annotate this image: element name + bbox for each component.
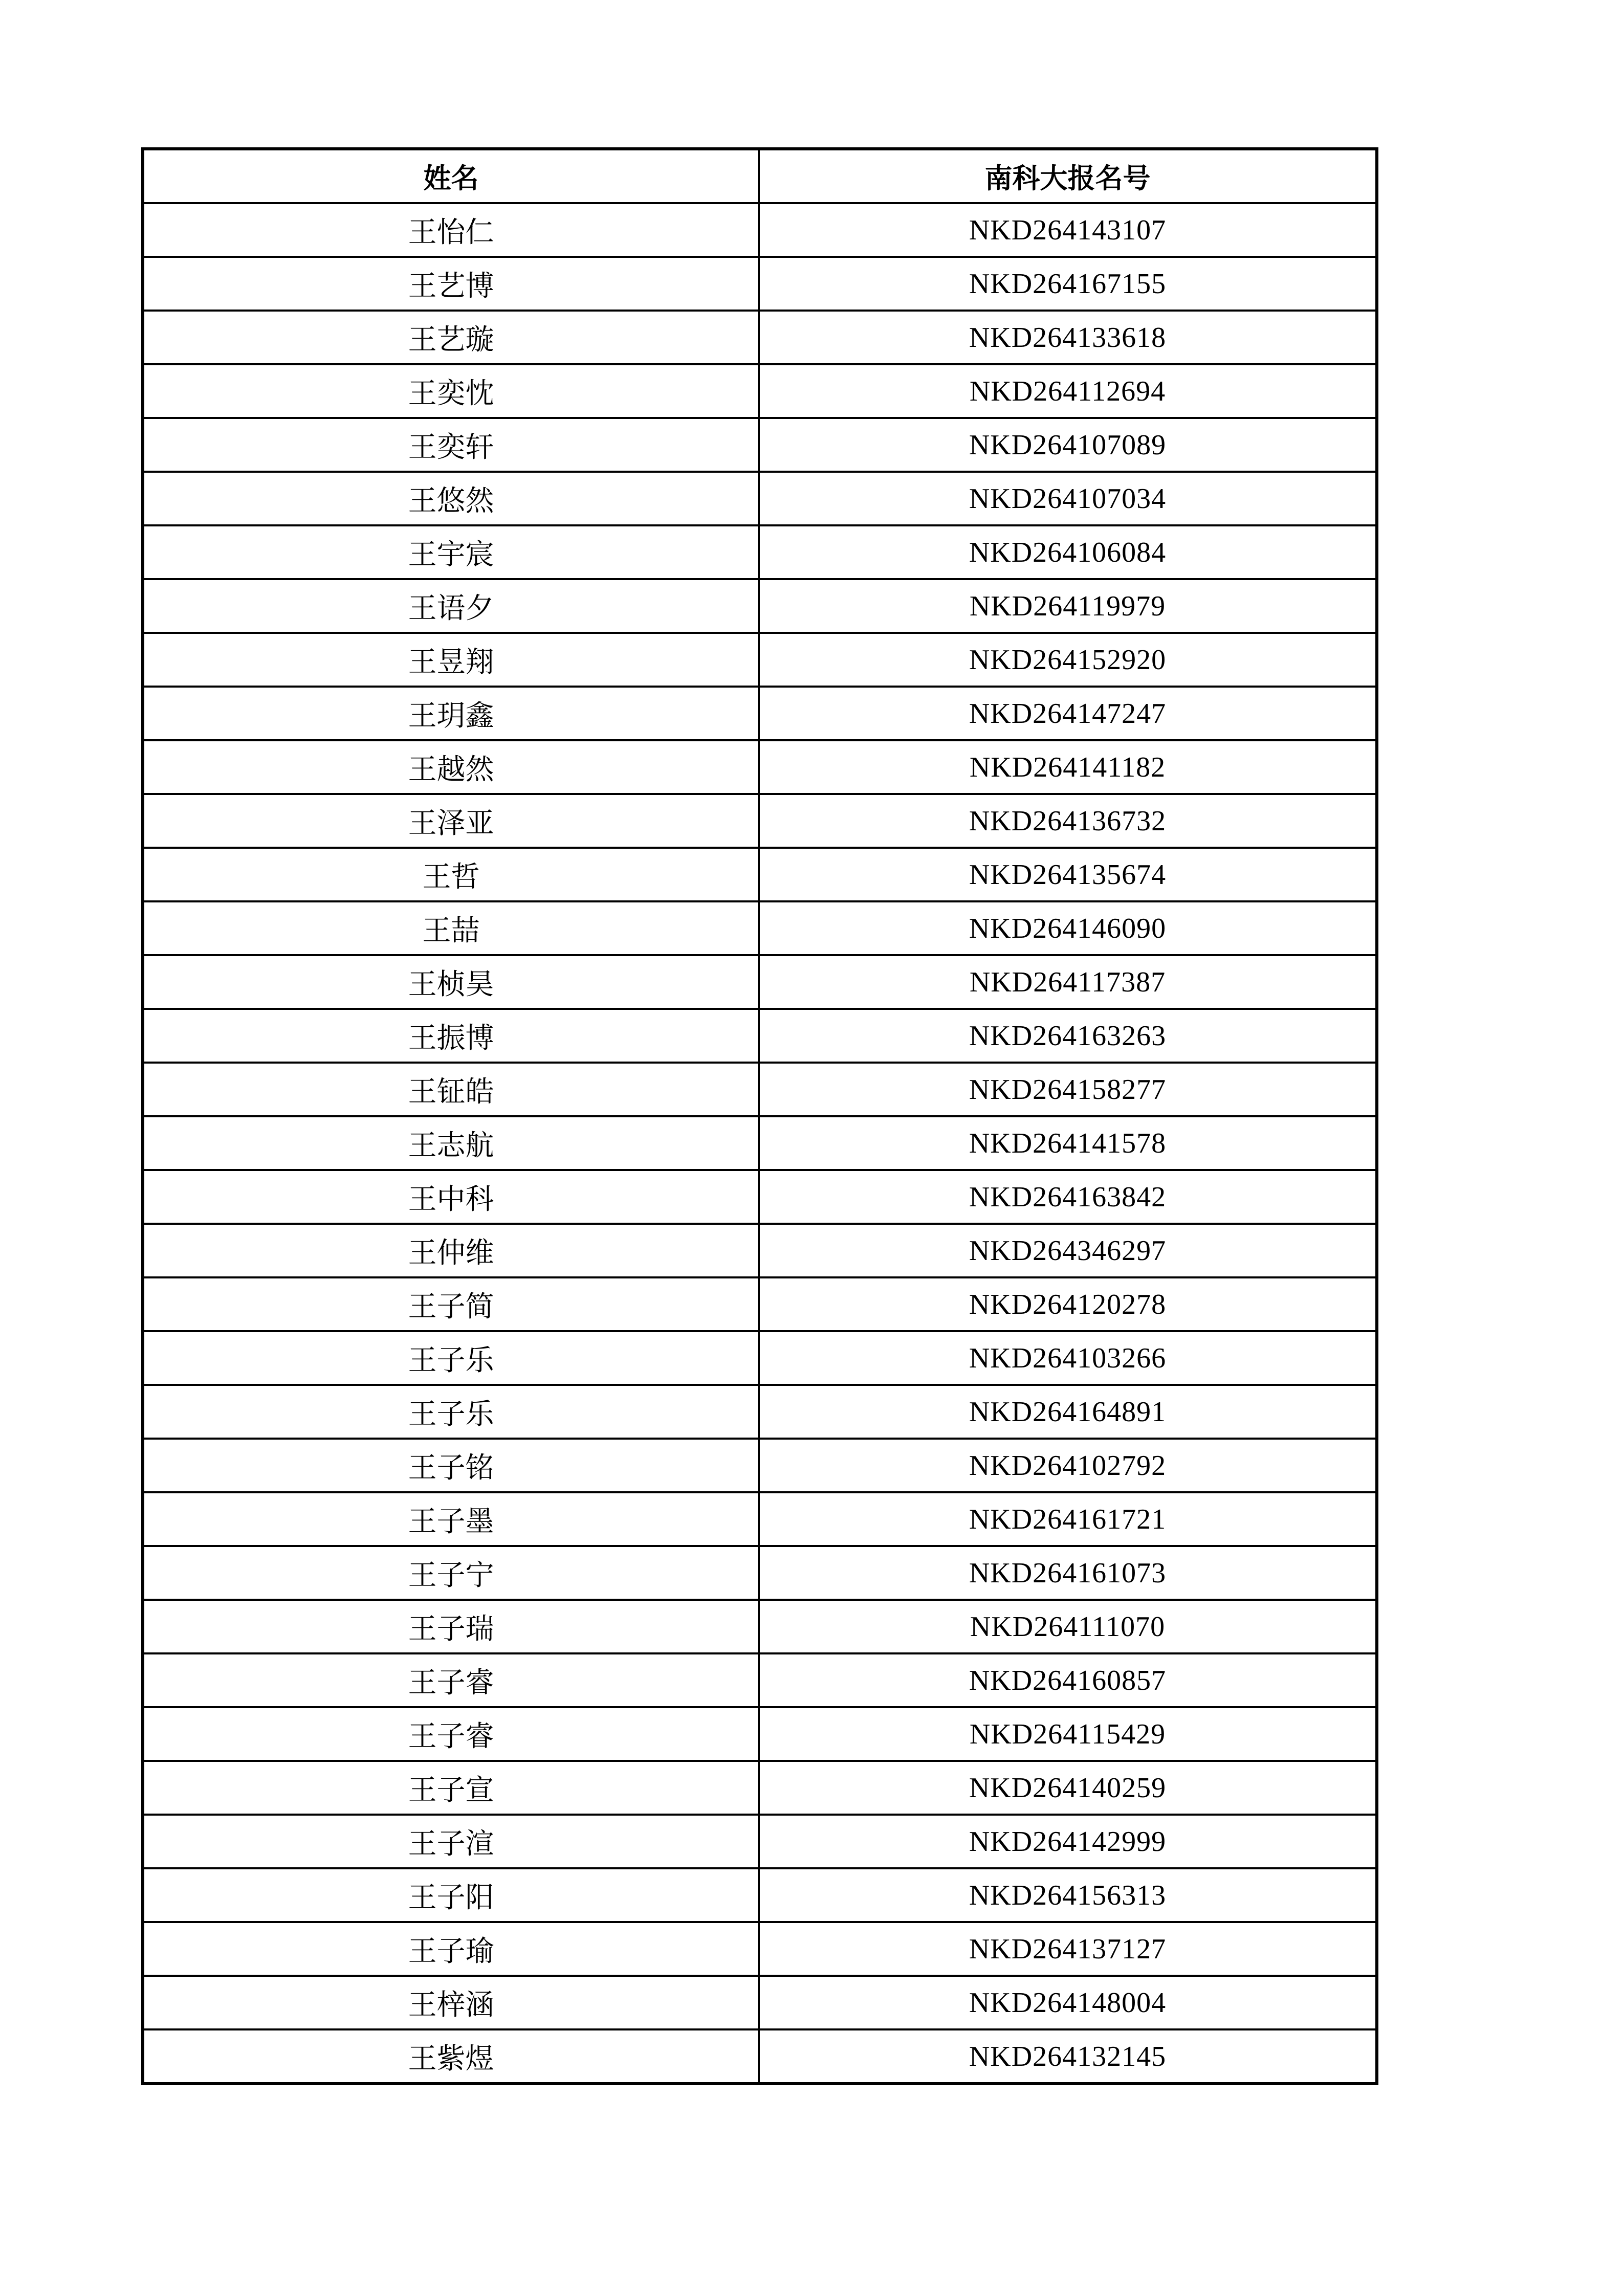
student-name-cell: 王紫煜 (143, 2029, 759, 2084)
registration-number-cell: NKD264140259 (759, 1761, 1377, 1815)
table-row (143, 1277, 1377, 1331)
column-header-name: 姓名 (143, 149, 759, 203)
table-row (143, 901, 1377, 955)
table-row (143, 525, 1377, 579)
student-name-cell: 王奕忱 (143, 364, 759, 418)
table-row (143, 1600, 1377, 1653)
student-name-cell: 王语夕 (143, 579, 759, 633)
table-row (143, 1170, 1377, 1224)
table-row (143, 1976, 1377, 2029)
table-row (143, 1009, 1377, 1063)
table-row (143, 1761, 1377, 1815)
table-row (143, 1815, 1377, 1868)
table-row (143, 1707, 1377, 1761)
student-name-cell: 王奕轩 (143, 418, 759, 472)
student-name-cell: 王越然 (143, 740, 759, 794)
registration-number-cell: NKD264120278 (759, 1277, 1377, 1331)
registration-number-cell: NKD264164891 (759, 1385, 1377, 1439)
registration-number-cell: NKD264102792 (759, 1439, 1377, 1492)
registration-number-cell: NKD264152920 (759, 633, 1377, 687)
student-name-cell: 王喆 (143, 901, 759, 955)
registration-number-cell: NKD264141578 (759, 1116, 1377, 1170)
table-row (143, 472, 1377, 525)
student-name-cell: 王子乐 (143, 1385, 759, 1439)
table-row (143, 1063, 1377, 1116)
student-name-cell: 王振博 (143, 1009, 759, 1063)
registration-number-cell: NKD264135674 (759, 848, 1377, 901)
student-name-cell: 王志航 (143, 1116, 759, 1170)
table-row (143, 955, 1377, 1009)
registration-number-cell: NKD264156313 (759, 1868, 1377, 1922)
table-row (143, 1922, 1377, 1976)
student-name-cell: 王桢昊 (143, 955, 759, 1009)
student-name-cell: 王子简 (143, 1277, 759, 1331)
registration-number-cell: NKD264160857 (759, 1653, 1377, 1707)
registration-number-cell: NKD264146090 (759, 901, 1377, 955)
student-name-cell: 王宇宸 (143, 525, 759, 579)
column-header-registration-no: 南科大报名号 (759, 149, 1377, 203)
header-row (143, 149, 1377, 203)
student-name-cell: 王哲 (143, 848, 759, 901)
table-row (143, 1116, 1377, 1170)
registration-number-cell: NKD264136732 (759, 794, 1377, 848)
table-row (143, 794, 1377, 848)
registration-number-cell: NKD264103266 (759, 1331, 1377, 1385)
registration-number-cell: NKD264137127 (759, 1922, 1377, 1976)
table-row (143, 364, 1377, 418)
student-name-cell: 王艺博 (143, 257, 759, 311)
student-name-cell: 王中科 (143, 1170, 759, 1224)
student-name-cell: 王子宁 (143, 1546, 759, 1600)
table-row (143, 1653, 1377, 1707)
student-name-cell: 王子瑜 (143, 1922, 759, 1976)
registration-number-cell: NKD264167155 (759, 257, 1377, 311)
table-row (143, 257, 1377, 311)
table-row (143, 633, 1377, 687)
student-name-cell: 王梓涵 (143, 1976, 759, 2029)
registration-number-cell: NKD264106084 (759, 525, 1377, 579)
student-name-cell: 王子阳 (143, 1868, 759, 1922)
table-row (143, 579, 1377, 633)
registration-number-cell: NKD264143107 (759, 203, 1377, 257)
registration-number-cell: NKD264346297 (759, 1224, 1377, 1277)
table-row (143, 1224, 1377, 1277)
student-name-cell: 王子乐 (143, 1331, 759, 1385)
student-name-cell: 王仲维 (143, 1224, 759, 1277)
student-name-cell: 王子睿 (143, 1653, 759, 1707)
student-name-cell: 王子铭 (143, 1439, 759, 1492)
table-row (143, 1868, 1377, 1922)
registration-number-cell: NKD264161073 (759, 1546, 1377, 1600)
table-row (143, 1439, 1377, 1492)
student-name-cell: 王玥鑫 (143, 687, 759, 740)
registration-number-cell: NKD264163263 (759, 1009, 1377, 1063)
registration-number-cell: NKD264158277 (759, 1063, 1377, 1116)
student-name-cell: 王子睿 (143, 1707, 759, 1761)
student-name-cell: 王子墨 (143, 1492, 759, 1546)
table-row (143, 203, 1377, 257)
student-name-cell: 王怡仁 (143, 203, 759, 257)
student-name-cell: 王艺璇 (143, 311, 759, 364)
table-row (143, 1546, 1377, 1600)
registration-number-cell: NKD264111070 (759, 1600, 1377, 1653)
registration-number-cell: NKD264133618 (759, 311, 1377, 364)
table-row (143, 1331, 1377, 1385)
table-row (143, 740, 1377, 794)
registration-number-cell: NKD264141182 (759, 740, 1377, 794)
registration-number-cell: NKD264147247 (759, 687, 1377, 740)
table-row (143, 1492, 1377, 1546)
table-header (143, 149, 1377, 203)
registration-number-cell: NKD264107089 (759, 418, 1377, 472)
registration-number-cell: NKD264163842 (759, 1170, 1377, 1224)
registration-number-cell: NKD264142999 (759, 1815, 1377, 1868)
student-name-cell: 王泽亚 (143, 794, 759, 848)
registration-number-cell: NKD264107034 (759, 472, 1377, 525)
student-name-cell: 王子宣 (143, 1761, 759, 1815)
table-row (143, 848, 1377, 901)
student-name-cell: 王悠然 (143, 472, 759, 525)
roster-table (141, 147, 1378, 2085)
registration-number-cell: NKD264161721 (759, 1492, 1377, 1546)
table-row (143, 687, 1377, 740)
table-row (143, 418, 1377, 472)
table-body (143, 203, 1377, 2084)
registration-number-cell: NKD264112694 (759, 364, 1377, 418)
student-name-cell: 王昱翔 (143, 633, 759, 687)
registration-number-cell: NKD264119979 (759, 579, 1377, 633)
table-row (143, 311, 1377, 364)
registration-number-cell: NKD264132145 (759, 2029, 1377, 2084)
student-name-cell: 王钲皓 (143, 1063, 759, 1116)
student-name-cell: 王子瑞 (143, 1600, 759, 1653)
registration-number-cell: NKD264117387 (759, 955, 1377, 1009)
student-name-cell: 王子渲 (143, 1815, 759, 1868)
table-row (143, 2029, 1377, 2084)
registration-number-cell: NKD264115429 (759, 1707, 1377, 1761)
table-row (143, 1385, 1377, 1439)
registration-number-cell: NKD264148004 (759, 1976, 1377, 2029)
